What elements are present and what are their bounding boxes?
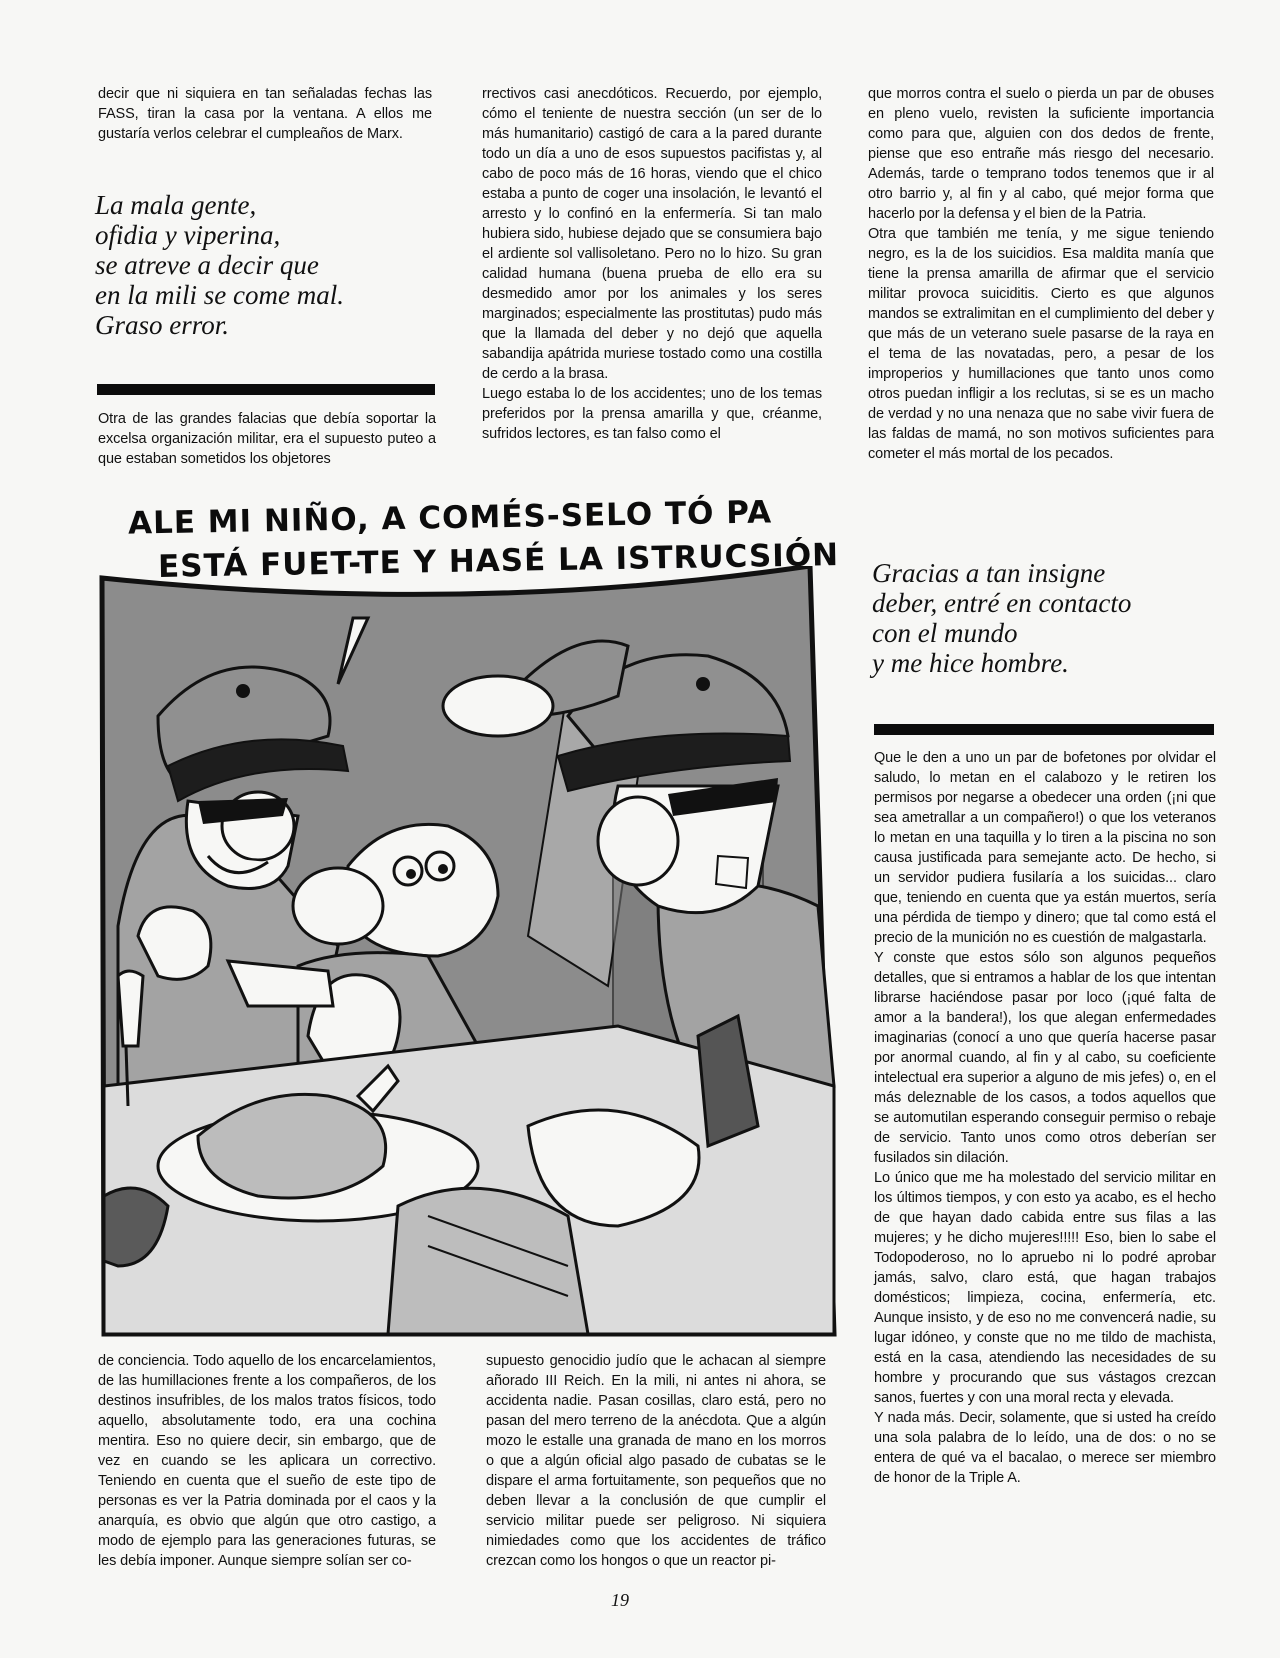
left-column-middle [98,409,436,469]
pull-quote-line: La mala gente, [95,190,257,220]
pull-quote-left [95,190,344,340]
pull-quote-right [872,558,1131,678]
pull-quote-line: y me hice hombre. [872,648,1069,678]
speech-balloon-line-2: ESTÁ FUET-TE Y HASÉ LA ISTRUCSIÓN [157,537,840,585]
pull-quote-line: se atreve a decir que [95,250,319,280]
pull-quote-line: ofidia y viperina, [95,220,281,250]
pull-quote-line: en la mili se come mal. [95,280,344,310]
pull-quote-line: con el mundo [872,618,1018,648]
right-column-bottom [874,748,1216,1488]
right-column-top [868,84,1214,464]
speech-balloon-line-1: ALE MI NIÑO, A COMÉS-SELO TÓ PA [127,494,773,542]
paragraph: Otra de las grandes falacias que debía soportar la excelsa organización militar, era el supuesto puteo a que estaban sometidos los objetores [98,411,436,467]
paragraph: Y conste que estos sólo son algunos pequeños detalles, que si entramos a hablar de los que intentan librarse haciéndose pasar por loco (¡qué falta de amor a la bandera!), los que alegan enfermedades imaginarias (conocí a uno que quería hacerse pasar por anormal cuando, al fin y al cabo, su coeficiente intelectual era superior a alguno de mis jefes) o, en el más deleznable de los casos, a todos aquellos que se automutilan esperando conseguir permiso o rebaje de servicio. Tanto unos como otros deberían ser fusilados sin dilación. [874,950,1216,1166]
pull-quote-line: Gracias a tan insigne [872,558,1106,588]
page-number: 19 [611,1590,629,1610]
paragraph: Y nada más. Decir, solamente, que si usted ha creído una sola palabra de lo leído, una de dos: o no se entera de qué va el bacalao, o merece ser miembro de honor de la Triple A. [874,1410,1216,1486]
paragraph: decir que ni siquiera en tan señaladas fechas las FASS, tiran la casa por la ventana. A ellos me gustaría verlos celebrar el cumpleaños de Marx. [98,86,432,142]
paragraph: supuesto genocidio judío que le achacan al siempre añorado III Reich. En la mili, ni antes ni ahora, se accidenta nadie. Pasan cosillas, claro está, pero no pasan del mero terreno de la anécdota. Que a algún mozo le estalle una granada de mano en los morros o que a algún oficial algo pasado de cubatas se le dispare el arma fortuitamente, son pequeños que no deben llevar a la conclusión de que cumplir el servicio militar puede ser peligroso. Ni siquiera nimiedades como que los accidentes de tráfico crezcan como los hongos o que un reactor pi- [486,1353,826,1569]
left-column-top [98,84,432,144]
paragraph: que morros contra el suelo o pierda un par de obuses en pleno vuelo, revisten la suficiente importancia como para que, alguien con dos dedos de frente, piense que eso entrañe más riesgo del necesario. Además, tarde o temprano todos tenemos que ir al otro barrio y, al fin y al cabo, qué mejor forma que hacerlo por la defensa y el bien de la Patria. [868,86,1214,222]
pull-quote-line: Graso error. [95,310,230,340]
middle-column-bottom [486,1351,826,1571]
paragraph: Que le den a uno un par de bofetones por olvidar el saludo, lo metan en el calabozo y le retiren los permisos por negarse a obedecer una orden (¡ni que sea ametrallar a un compañero!) o que los veteranos lo metan en una taquilla y lo tiren a la piscina no son causa justificada para semejante acto. De hecho, si un servidor pudiera fusilaría a los suicidas... claro que, teniendo en cuenta que ya están muertos, sería una pérdida de tiempo y dinero; que tal como está el precio de la munición no es cuestión de malgastarla. [874,750,1216,946]
left-column-bottom [98,1351,436,1571]
pull-quote-line: deber, entré en contacto [872,588,1132,618]
comic-panel [98,566,848,1342]
middle-column-top [482,84,822,444]
paragraph: Lo único que me ha molestado del servicio militar en los últimos tiempos, y con esto ya acabo, es el hecho de que hayan dado cabida entre sus filas a las mujeres; y he dicho mujeres!!!!! Eso, bien lo sabe el Todopoderoso, no lo apruebo ni lo podré aprobar jamás, salvo, claro está, que hagan trabajos domésticos; limpieza, cocina, enfermería, etc. Aunque insisto, y de eso no me convencerá nadie, su lugar idóneo, y conste que no me tildo de machista, está en la casa, atendiendo las necesidades de su hombre y procurando que sus vástagos crezcan sanos, fuertes y con una moral recta y elevada. [874,1170,1216,1406]
divider-rule [874,724,1214,735]
paragraph: Otra que también me tenía, y me sigue teniendo negro, es la de los suicidios. Esa maldita manía que tiene la prensa amarilla de afirmar que el servicio militar provoca suiciditis. Cierto es que algunos mandos se extralimitan en el cumplimiento del deber y que más de un veterano suele pasarse de la raya en el tema de las novatadas, pero, a pesar de los improperios y humillaciones que tanto unos como otros puedan infligir a los reclutas, si se es un macho de verdad y no una nenaza que no sabe vivir fuera de las faldas de mamá, no son motivos suficientes para cometer el más mortal de los pecados. [868,226,1214,462]
divider-rule [97,384,435,395]
paragraph: rrectivos casi anecdóticos. Recuerdo, por ejemplo, cómo el teniente de nuestra sección (un ser de lo más humanitario) castigó de cara a la pared durante todo un día a uno de esos supuestos pacifistas y, al cabo de poco más de 16 horas, viendo que el chico estaba a punto de coger una insolación, le levantó el arresto y lo confinó en la enfermería. Si tan malo hubiera sido, hubiese dejado que se consumiera bajo el ardiente sol vallisoletano. Pero no lo hizo. Su gran calidad humana (buena prueba de ello era su desmedido amor por los animales y los seres marginados; especialmente las prostitutas) pudo más que la llamada del deber y no dejó que aquella sabandija apátrida muriese tostado como una costilla de cerdo a la brasa. [482,86,822,382]
paragraph: de conciencia. Todo aquello de los encarcelamientos, de las humillaciones frente a los compañeros, de los destinos insufribles, de los malos tratos físicos, todo aquello, absolutamente todo, era una cochina mentira. Eso no quiere decir, sin embargo, que de vez en cuando se les aplicara un correctivo. Teniendo en cuenta que el sueño de este tipo de personas es ver la Patria dominada por el caos y la anarquía, es obvio que algún que otro castigo, a modo de ejemplo para las generaciones futuras, se les debía imponer. Aunque siempre solían ser co- [98,1353,436,1569]
paragraph: Luego estaba lo de los accidentes; uno de los temas preferidos por la prensa amarilla y que, créanme, sufridos lectores, es tan falso como el [482,386,822,442]
